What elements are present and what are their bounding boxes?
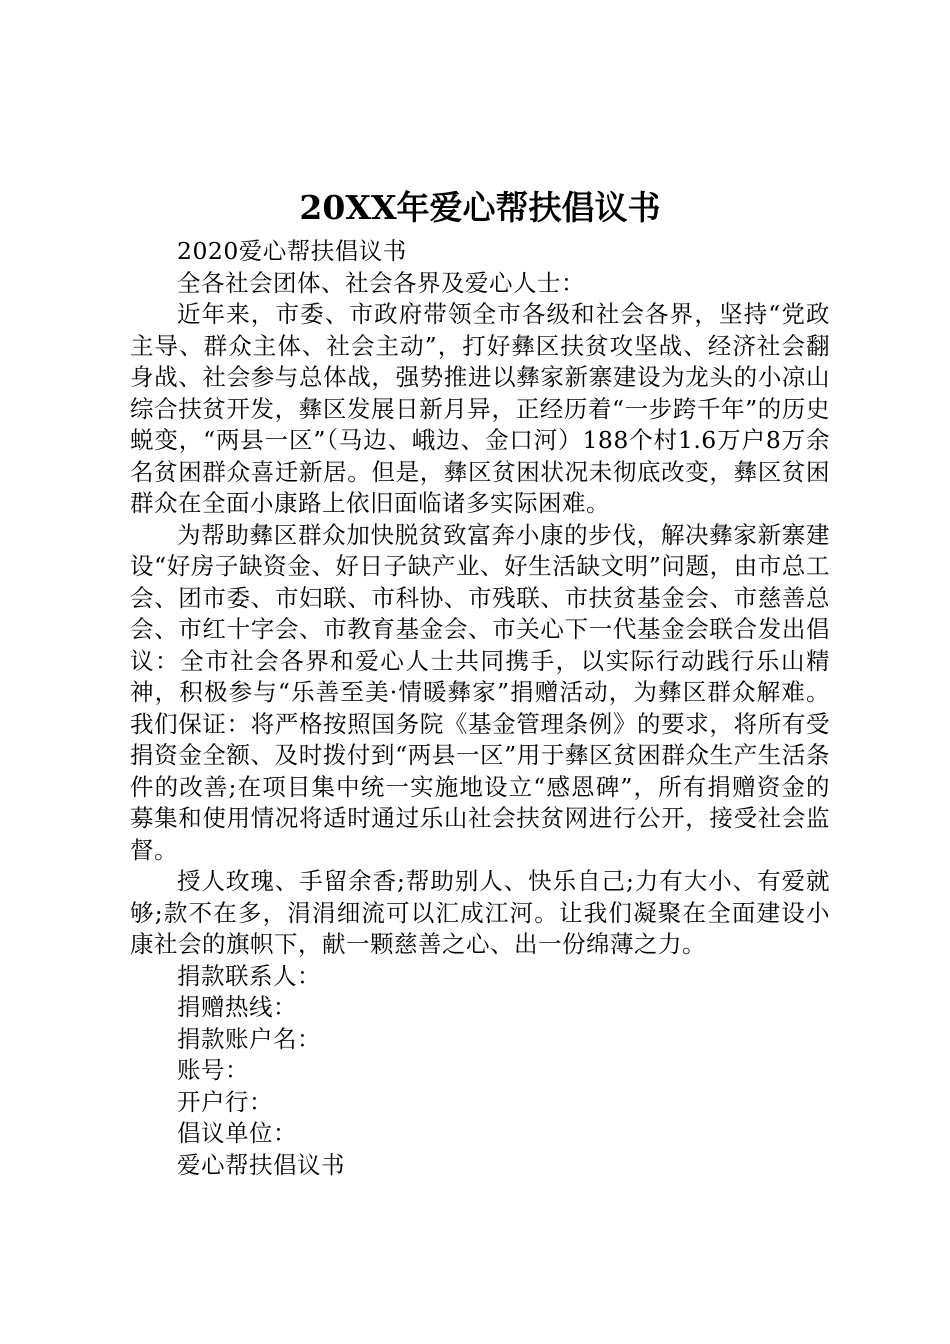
document-subtitle: 2020爱心帮扶倡议书 bbox=[177, 237, 407, 265]
field-contact-person: 捐款联系人： bbox=[177, 961, 321, 990]
salutation: 全各社会团体、社会各界及爱心人士： bbox=[177, 268, 585, 297]
paragraph-initiative: 为帮助彝区群众加快脱贫致富奔小康的步伐，解决彝家新寨建设“好房子缺资金、好日子缺产业、好生活缺文明”问题，由市总工会、团市委、市妇联、市科协、市残联、市扶贫基金会、市慈善总会、市红十字会、市教育基金会、市关心下一代基金会联合发出倡议：全市社会各界和爱心人士共同携手，以实际行动践行乐山精神，积极参与“乐善至美·情暖彝家”捐赠活动，为彝区群众解难。我们保证：将严格按照国务院《基金管理条例》的要求，将所有受捐资金全额、及时拨付到“两县一区”用于彝区贫困群众生产生活条件的改善;在项目集中统一实施地设立“感恩碑”，所有捐赠资金的募集和使用情况将适时通过乐山社会扶贫网进行公开，接受社会监督。 bbox=[130, 520, 830, 864]
field-donation-hotline: 捐赠热线： bbox=[177, 993, 297, 1021]
paragraph-intro: 近年来，市委、市政府带领全市各级和社会各界，坚持“党政主导、群众主体、社会主动”，打好彝区扶贫攻坚战、经济社会翻身战、社会参与总体战，强势推进以彝家新寨建设为龙头的小凉山综合扶贫开发，彝区发展日新月异，正经历着“一步跨千年”的历史蜕变，“两县一区”（马边、峨边、金口河）188个村1.6万户8万余名贫困群众喜迁新居。但是，彝区贫困状况未彻底改变，彝区贫困群众在全面小康路上依旧面临诸多实际困难。 bbox=[130, 300, 830, 517]
paragraph-appeal: 授人玫瑰、手留余香;帮助别人、快乐自己;力有大小、有爱就够;款不在多，涓涓细流可以汇成江河。让我们凝聚在全面建设小康社会的旗帜下，献一颗慈善之心、出一份绵薄之力。 bbox=[130, 867, 830, 958]
document-title: 20XX年爱心帮扶倡议书 bbox=[299, 188, 661, 227]
document-footer: 爱心帮扶倡议书 bbox=[177, 1150, 345, 1179]
field-account-name: 捐款账户名： bbox=[177, 1024, 321, 1053]
field-account-number: 账号： bbox=[177, 1056, 249, 1084]
field-bank: 开户行： bbox=[177, 1087, 273, 1116]
field-initiating-unit: 倡议单位： bbox=[177, 1119, 297, 1147]
document-body bbox=[130, 236, 830, 1181]
